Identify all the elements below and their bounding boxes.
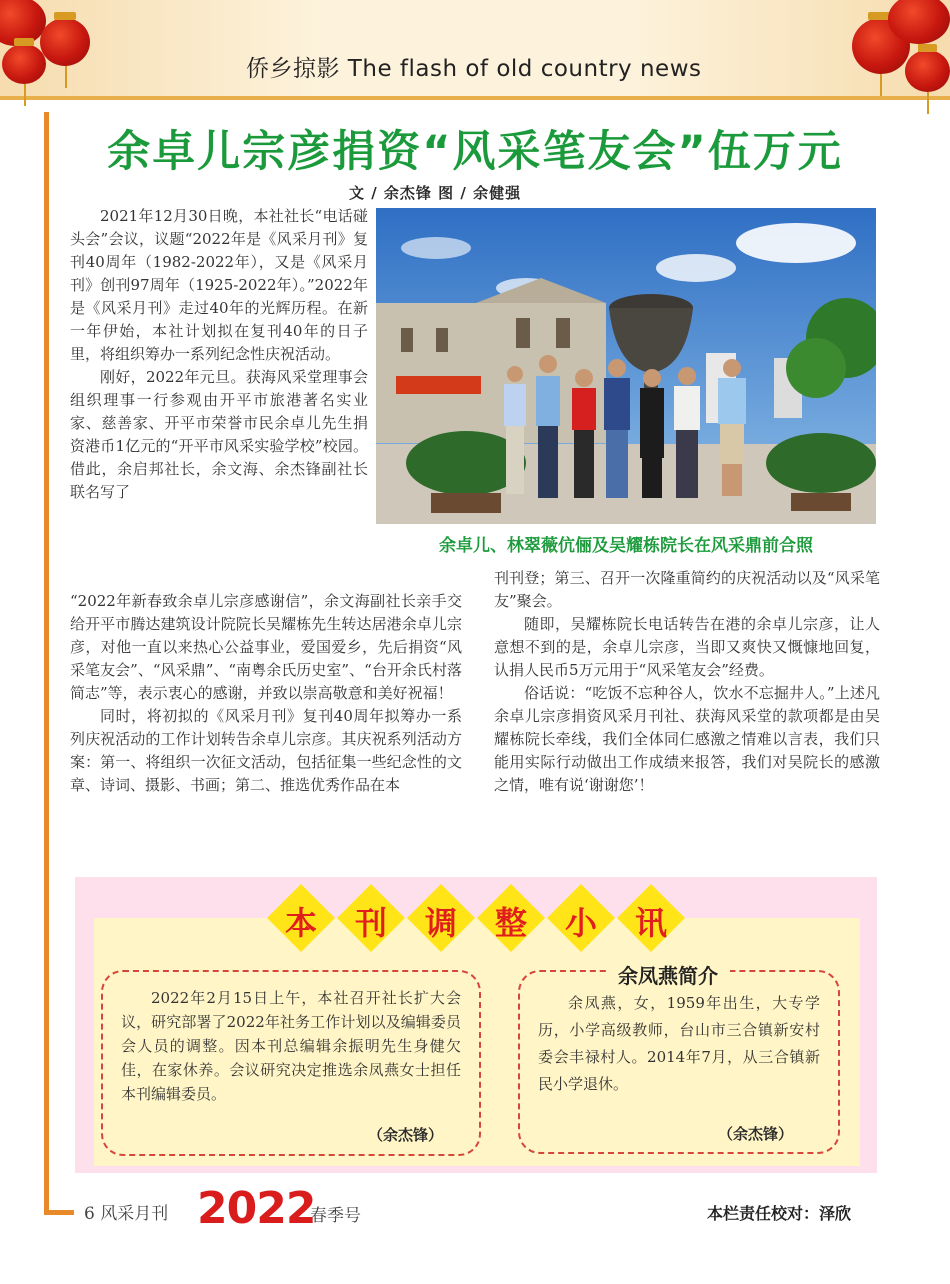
notice-title-char: 整 (494, 904, 527, 942)
article-paragraph: 同时，将初拟的《风采月刊》复刊40周年拟筹办一系列庆祝活动的工作计划转告余卓儿宗彦。其庆祝系列活动方案：第一、将组织一次征文活动，包括征集一些纪念性的文章、诗词、摄影、书画；第二、推选优秀作品在本 (70, 707, 462, 794)
notice-title-char: 刊 (354, 904, 387, 942)
article-column-left-top (70, 205, 368, 504)
group-photo (376, 208, 876, 524)
proofreader-credit: 本栏责任校对：泽欣 (707, 1204, 852, 1223)
issue-season: 春季号 (310, 1206, 361, 1226)
profile-title: 余凤燕简介 (606, 960, 730, 989)
notice-title-char: 小 (564, 904, 597, 942)
article-paragraph: “2022年新春致余卓儿宗彦感谢信”，余文海副社长亲手交给开平市腾达建筑设计院院长吴耀栋先生转达居港余卓儿宗彦，对他一直以来热心公益事业，爱国爱乡，先后捐资“风采笔友会”、“风采鼎”、“南粤余氏历史室”、“台开余氏村落简志”等，表示衷心的感谢，并致以崇高敬意和美好祝福！ (70, 592, 462, 702)
page-header (0, 0, 950, 100)
article-paragraph: 刚好，2022年元旦。获海风采堂理事会组织理事一行参观由开平市旅港著名实业家、慈善家、开平市荣誉市民余卓儿先生捐资港币1亿元的“开平市风采实验学校”校园。借此，余启邦社长，余文海、余杰锋副社长联名写了 (70, 368, 368, 501)
issue-year: 2022 (197, 1183, 316, 1234)
article-byline: 文 / 余杰锋 图 / 余健强 (349, 184, 522, 202)
notice-title-char: 讯 (634, 904, 667, 942)
page-number-magazine: 6 风采月刊 (84, 1204, 169, 1224)
notice-signature: （余杰锋） (368, 1126, 444, 1144)
article-paragraph: 随即，吴耀栋院长电话转告在港的余卓儿宗彦，让人意想不到的是，余卓儿宗彦，当即又爽快又慨慷地回复，认捐人民币5万元用于“风采笔友会”经费。 (494, 615, 880, 679)
photo-caption: 余卓儿、林翠薇伉俪及吴耀栋院长在风采鼎前合照 (439, 536, 813, 556)
notice-title-char: 调 (424, 904, 457, 942)
article-paragraph: 俗话说：“吃饭不忘种谷人，饮水不忘掘井人。”上述凡余卓儿宗彦捐资风采月刊社、获海风采堂的款项都是由吴耀栋院长牵线，我们全体同仁感激之情难以言表，我们只能用实际行动做出工作成绩来报答，我们对吴院长的感激之情，唯有说‘谢谢您’！ (494, 684, 880, 794)
section-title: 侨乡掠影 The flash of old country news (246, 56, 702, 82)
article-paragraph: 2021年12月30日晚，本社社长“电话碰头会”会议，议题“2022年是《风采月刊》复刊40周年（1982-2022年），又是《风采月刊》创刊97周年（1925-2022年）。”2022年是《风采月刊》走过40年的光辉历程。在新一年伊始，本社计划拟在复刊40年的日子里，将组织筹办一系列纪念性庆祝活动。 (70, 207, 368, 363)
notice-body: 2022年2月15日上午，本社召开社长扩大会议，研究部署了2022年社务工作计划以及编辑委员会人员的调整。因本刊总编辑余振明先生身健欠佳，在家休养。会议研究决定推选余凤燕女士担任本刊编辑委员。 (121, 989, 461, 1103)
article-paragraph: 刊刊登；第三、召开一次隆重简约的庆祝活动以及“风采笔友”聚会。 (494, 569, 880, 610)
notice-title-char: 本 (284, 904, 317, 942)
article-title: 余卓儿宗彦捐资“风采笔友会”伍万元 (107, 127, 843, 177)
lantern-decoration (888, 0, 950, 44)
left-border-rule (44, 112, 49, 1212)
bottom-border-rule (44, 1210, 74, 1215)
profile-body: 余凤燕，女，1959年出生，大专学历，小学高级教师，台山市三合镇新安村委会丰禄村人。2014年7月，从三合镇新民小学退休。 (538, 994, 820, 1093)
article-column-left-bottom (70, 590, 462, 797)
article-column-right (494, 567, 880, 797)
lantern-decoration (905, 50, 950, 92)
profile-signature: （余杰锋） (718, 1125, 794, 1143)
lantern-decoration (2, 44, 46, 84)
lantern-decoration (40, 18, 90, 66)
